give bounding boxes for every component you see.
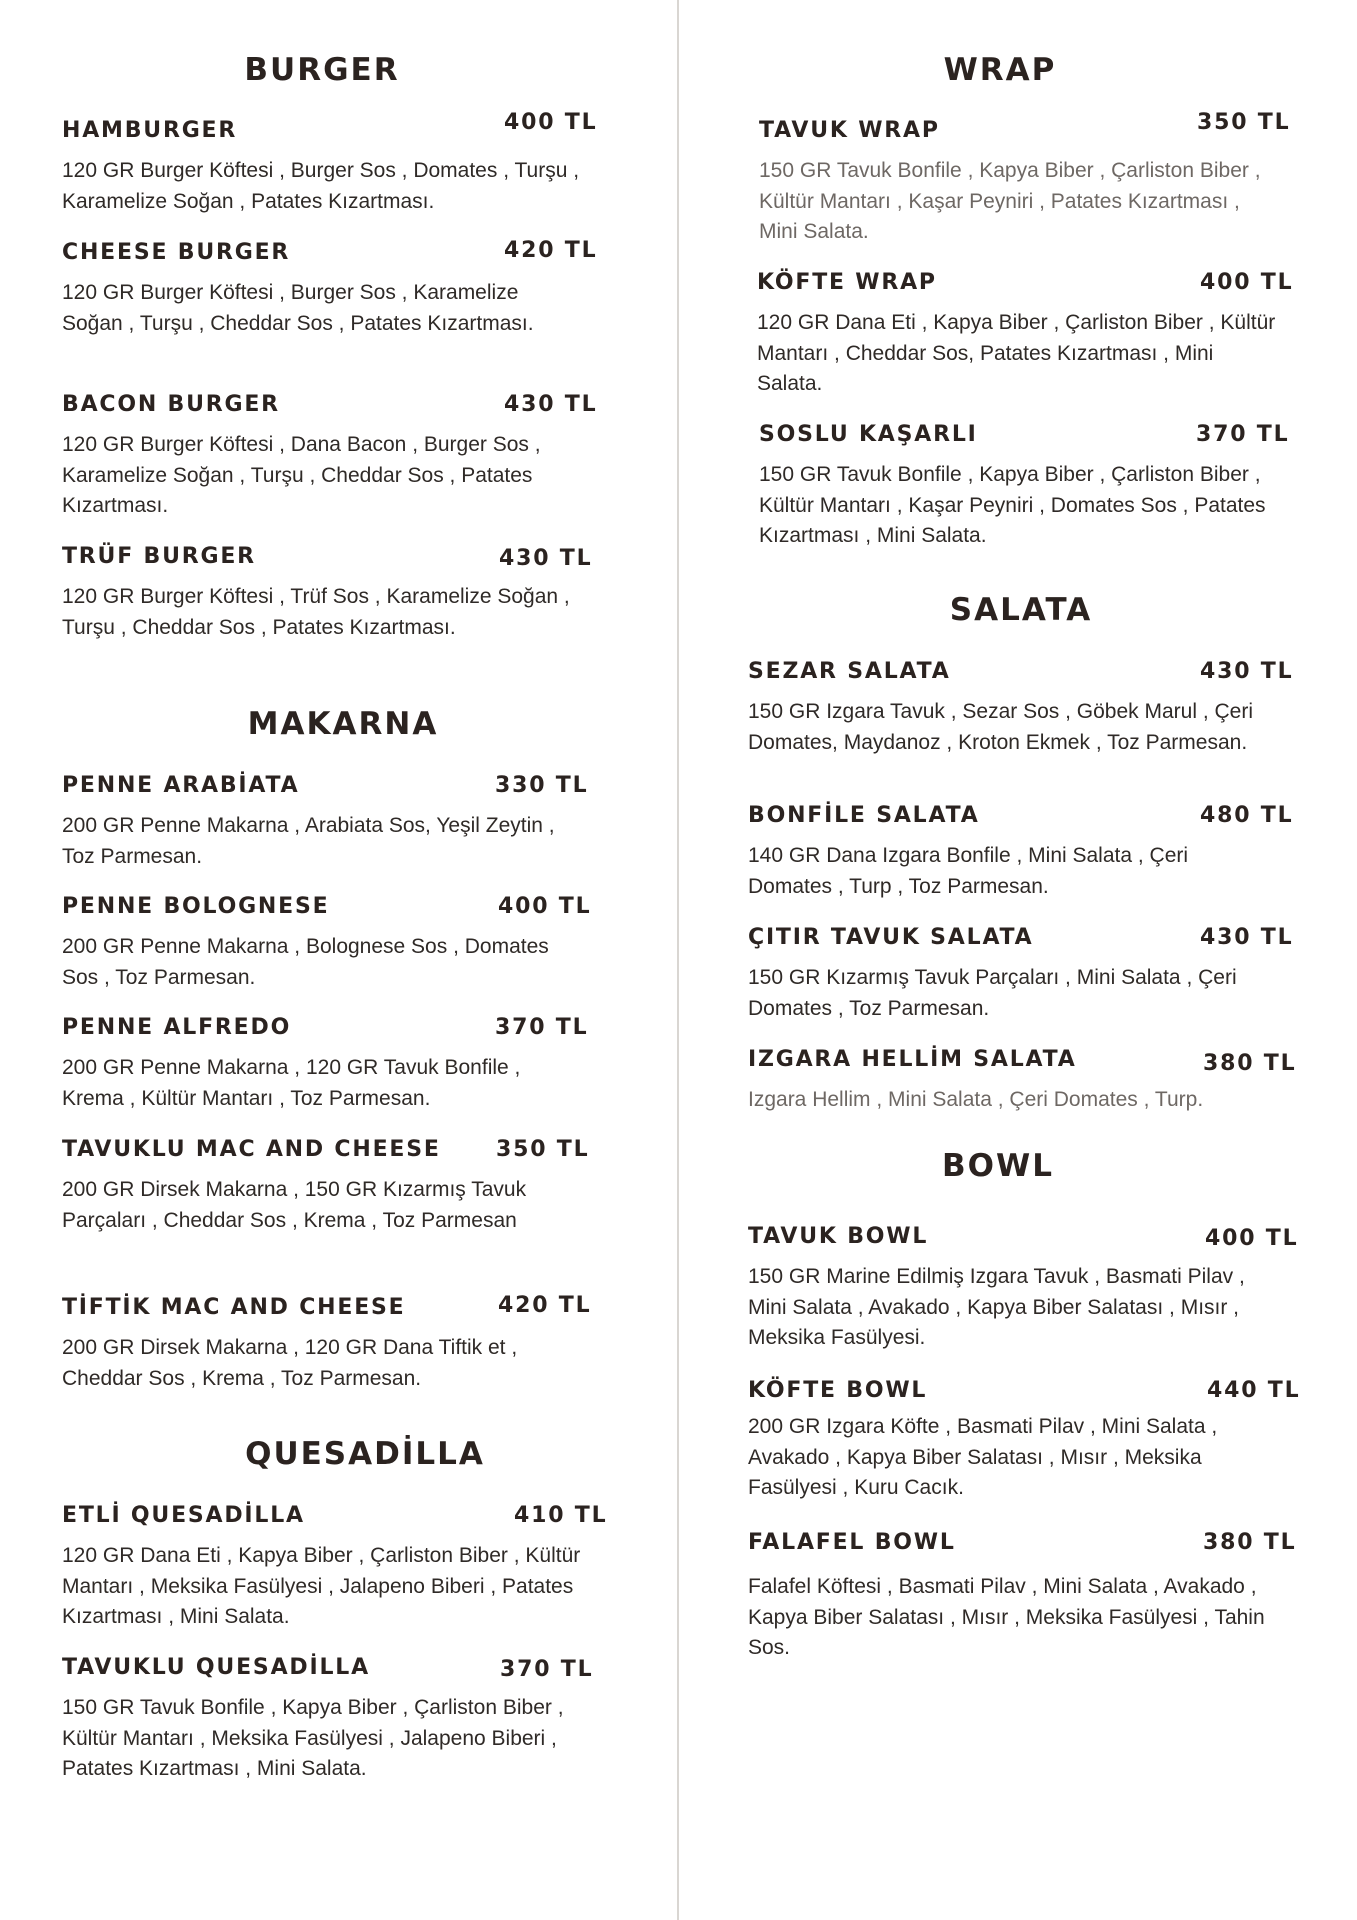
item-price: 430 TL	[499, 546, 593, 571]
item-price: 330 TL	[495, 773, 589, 798]
section-title-quesadilla: QUESADİLLA	[245, 1436, 485, 1472]
item-name: FALAFEL BOWL	[748, 1530, 956, 1555]
item-price: 370 TL	[1196, 422, 1290, 447]
section-title-makarna: MAKARNA	[247, 706, 439, 742]
item-description: 200 GR Izgara Köfte , Basmati Pilav , Mini Salata , Avakado , Kapya Biber Salatası , Mısır , Meksika Fasülyesi , Kuru Cacık.	[748, 1415, 1218, 1499]
item-name: TRÜF BURGER	[62, 544, 256, 569]
item-name: TAVUKLU MAC AND CHEESE	[62, 1137, 441, 1162]
item-price: 410 TL	[514, 1503, 608, 1528]
item-description: 150 GR Tavuk Bonfile , Kapya Biber , Çarliston Biber , Kültür Mantarı , Kaşar Peyniri , Domates Sos , Patates Kızartması , Mini Salata.	[759, 463, 1266, 547]
item-description: 120 GR Burger Köftesi , Trüf Sos , Karamelize Soğan , Turşu , Cheddar Sos , Patates Kızartması.	[62, 585, 570, 639]
item-price: 400 TL	[504, 110, 598, 135]
column-divider	[677, 0, 679, 1920]
item-description: 200 GR Dirsek Makarna , 150 GR Kızarmış Tavuk Parçaları , Cheddar Sos , Krema , Toz Parmesan	[62, 1178, 527, 1232]
item-name: CHEESE BURGER	[62, 240, 291, 265]
menu-item-penne-alfredo	[62, 1015, 622, 1110]
item-description: Falafel Köftesi , Basmati Pilav , Mini Salata , Avakado , Kapya Biber Salatası , Mısır , Meksika Fasülyesi , Tahin Sos.	[748, 1575, 1265, 1659]
item-name: KÖFTE WRAP	[757, 270, 937, 295]
menu-item-falafel-bowl	[748, 1530, 1308, 1659]
section-title-bowl: BOWL	[942, 1148, 1054, 1184]
menu-item-penne-bolognese	[62, 894, 622, 989]
item-name: ÇITIR TAVUK SALATA	[748, 925, 1034, 950]
item-price: 440 TL	[1207, 1378, 1301, 1403]
item-price: 370 TL	[495, 1015, 589, 1040]
menu-item-sezar-salata	[748, 659, 1308, 754]
menu-item-bonfile-salata	[748, 803, 1308, 898]
item-price: 420 TL	[504, 238, 598, 263]
item-price: 400 TL	[1200, 270, 1294, 295]
item-name: SOSLU KAŞARLI	[759, 422, 978, 447]
menu-item-tavuk-wrap	[759, 110, 1319, 243]
item-description: 200 GR Penne Makarna , 120 GR Tavuk Bonfile , Krema , Kültür Mantarı , Toz Parmesan.	[62, 1056, 521, 1110]
item-description: 200 GR Penne Makarna , Arabiata Sos, Yeşil Zeytin , Toz Parmesan.	[62, 814, 555, 868]
item-price: 430 TL	[504, 392, 598, 417]
menu-item-tavuklu-mac-and-cheese	[62, 1137, 622, 1232]
item-price: 350 TL	[1197, 110, 1291, 135]
item-name: ETLİ QUESADİLLA	[62, 1503, 305, 1528]
item-name: BONFİLE SALATA	[748, 803, 980, 828]
item-description: 150 GR Tavuk Bonfile , Kapya Biber , Çarliston Biber , Kültür Mantarı , Kaşar Peyniri , Patates Kızartması , Mini Salata.	[759, 159, 1261, 243]
item-description: 200 GR Dirsek Makarna , 120 GR Dana Tiftik et , Cheddar Sos , Krema , Toz Parmesan.	[62, 1336, 518, 1390]
section-title-salata: SALATA	[949, 592, 1093, 628]
menu-item-bacon-burger	[62, 392, 622, 517]
item-description: 150 GR Izgara Tavuk , Sezar Sos , Göbek Marul , Çeri Domates, Maydanoz , Kroton Ekmek , Toz Parmesan.	[748, 700, 1253, 754]
item-description: 120 GR Burger Köftesi , Dana Bacon , Burger Sos , Karamelize Soğan , Turşu , Cheddar Sos , Patates Kızartması.	[62, 433, 541, 517]
item-name: HAMBURGER	[62, 118, 238, 143]
item-description: 120 GR Dana Eti , Kapya Biber , Çarliston Biber , Kültür Mantarı , Meksika Fasülyesi , Jalapeno Biberi , Patates Kızartması , Mini Salata.	[62, 1544, 581, 1628]
section-title-burger: BURGER	[244, 52, 400, 88]
menu-item-tiftik-mac-and-cheese	[62, 1293, 622, 1390]
item-name: TAVUK WRAP	[759, 118, 940, 143]
item-price: 480 TL	[1200, 803, 1294, 828]
item-description: 140 GR Dana Izgara Bonfile , Mini Salata , Çeri Domates , Turp , Toz Parmesan.	[748, 844, 1189, 898]
menu-item-soslu-kasarli	[759, 422, 1319, 547]
menu-item-izgara-hellim-salata	[748, 1047, 1308, 1111]
item-name: IZGARA HELLİM SALATA	[748, 1047, 1077, 1072]
menu-item-kofte-bowl	[748, 1378, 1308, 1499]
item-name: PENNE ARABİATA	[62, 773, 300, 798]
item-description: Izgara Hellim , Mini Salata , Çeri Domates , Turp.	[748, 1088, 1204, 1111]
item-description: 200 GR Penne Makarna , Bolognese Sos , Domates Sos , Toz Parmesan.	[62, 935, 549, 989]
item-price: 350 TL	[496, 1137, 590, 1162]
menu-item-hamburger	[62, 110, 622, 213]
item-description: 150 GR Kızarmış Tavuk Parçaları , Mini Salata , Çeri Domates , Toz Parmesan.	[748, 966, 1237, 1020]
menu-item-tavuklu-quesadilla	[62, 1655, 622, 1780]
item-name: TAVUK BOWL	[748, 1224, 929, 1249]
menu-item-penne-arabiata	[62, 773, 622, 868]
item-description: 150 GR Tavuk Bonfile , Kapya Biber , Çarliston Biber , Kültür Mantarı , Meksika Fasülyesi , Jalapeno Biberi , Patates Kızartması , Mini Salata.	[62, 1696, 564, 1780]
menu-item-truf-burger	[62, 544, 622, 639]
section-title-wrap: WRAP	[943, 52, 1057, 88]
item-price: 430 TL	[1200, 925, 1294, 950]
item-price: 380 TL	[1203, 1051, 1297, 1076]
item-description: 150 GR Marine Edilmiş Izgara Tavuk , Basmati Pilav , Mini Salata , Avakado , Kapya Biber Salatası , Mısır , Meksika Fasülyesi.	[748, 1265, 1245, 1349]
item-name: PENNE ALFREDO	[62, 1015, 292, 1040]
item-description: 120 GR Dana Eti , Kapya Biber , Çarliston Biber , Kültür Mantarı , Cheddar Sos, Patates Kızartması , Mini Salata.	[757, 311, 1276, 395]
item-description: 120 GR Burger Köftesi , Burger Sos , Karamelize Soğan , Turşu , Cheddar Sos , Patates Kızartması.	[62, 281, 534, 335]
menu-item-etli-quesadilla	[62, 1503, 622, 1628]
item-price: 430 TL	[1200, 659, 1294, 684]
item-name: SEZAR SALATA	[748, 659, 951, 684]
item-name: PENNE BOLOGNESE	[62, 894, 330, 919]
item-name: BACON BURGER	[62, 392, 280, 417]
item-price: 400 TL	[498, 894, 592, 919]
item-price: 380 TL	[1203, 1530, 1297, 1555]
item-name: KÖFTE BOWL	[748, 1378, 928, 1403]
menu-item-tavuk-bowl	[748, 1224, 1308, 1349]
item-name: TAVUKLU QUESADİLLA	[62, 1655, 370, 1680]
item-name: TİFTİK MAC AND CHEESE	[62, 1295, 406, 1320]
menu-item-cheese-burger	[62, 238, 622, 335]
menu-item-kofte-wrap	[757, 270, 1317, 395]
item-price: 370 TL	[500, 1657, 594, 1682]
item-price: 400 TL	[1205, 1226, 1299, 1251]
menu-item-citir-tavuk-salata	[748, 925, 1308, 1020]
item-description: 120 GR Burger Köftesi , Burger Sos , Domates , Turşu , Karamelize Soğan , Patates Kızartması.	[62, 159, 580, 213]
item-price: 420 TL	[498, 1293, 592, 1318]
